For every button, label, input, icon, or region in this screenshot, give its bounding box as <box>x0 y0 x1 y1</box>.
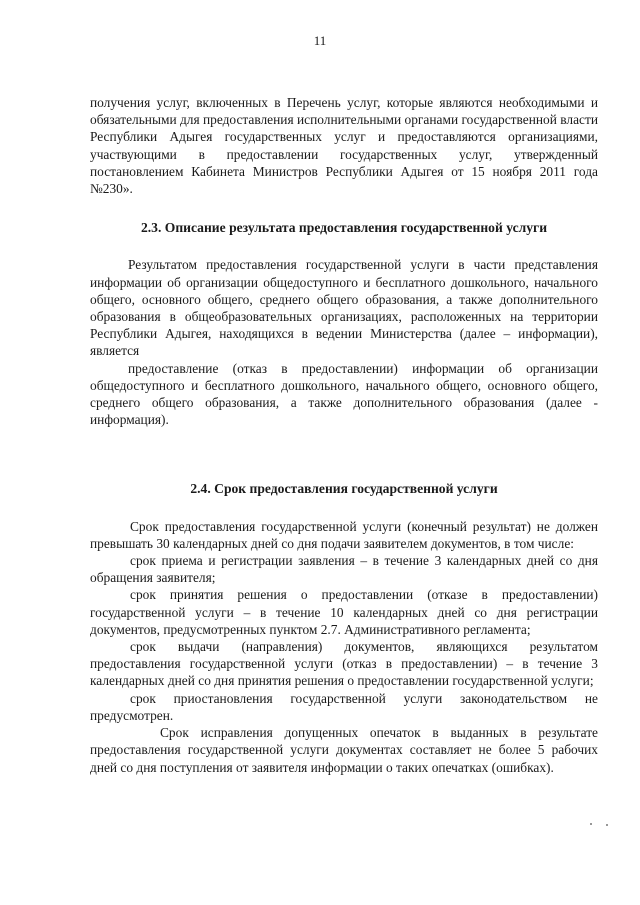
section-2-3-paragraph-1: Результатом предоставления государственной услуги в части представления информации об организации общедоступного и бесплатного дошкольного, начального общего, основного общего, среднего общего образования, а также дополнительного образования в общеобразовательных организациях, расположенных на территории Республики Адыгея, находящихся в ведении Министерства (далее – информации), является <box>90 257 598 359</box>
scan-speck <box>590 823 592 825</box>
section-2-4-paragraph-2: срок приема и регистрации заявления – в течение 3 календарных дней со дня обращения заявителя; <box>90 553 598 586</box>
section-2-4-paragraph-6: Срок исправления допущенных опечаток в выданных в результате предоставления государственной услуги документах составляет не более 5 рабочих дней со дня поступления от заявителя информации о таких опечатках (ошибках). <box>90 725 598 775</box>
section-2-3-heading: 2.3. Описание результата предоставления государственной услуги <box>140 220 548 236</box>
section-2-4-paragraph-4: срок выдачи (направления) документов, являющихся результатом предоставления государственной услуги (отказ в предоставлении) – в течение 3 календарных дней со дня принятия решения о предоставлении государственной услуги; <box>90 639 598 689</box>
section-2-4-paragraph-5: срок приостановления государственной услуги законодательством не предусмотрен. <box>90 690 598 723</box>
continuation-paragraph: получения услуг, включенных в Перечень услуг, которые являются необходимыми и обязательными для предоставления исполнительными органами государственной власти Республики Адыгея государственных услуг и предоставляются организациями, участвующими в предоставлении государственных услуг, утвержденный постановлением Кабинета Министров Республики Адыгея от 15 ноября 2011 года №230». <box>90 95 598 197</box>
section-2-4-paragraph-3: срок принятия решения о предоставлении (отказе в предоставлении) государственной услуги – в течение 10 календарных дней со дня регистрации документов, предусмотренных пунктом 2.7. Административного регламента; <box>90 587 598 637</box>
scan-speck <box>606 824 608 826</box>
section-2-3-paragraph-2: предоставление (отказ в предоставлении) информации об организации общедоступного и бесплатного дошкольного, начального общего, основного общего, среднего общего образования, а также дополнительного образования (далее - информация). <box>90 360 598 428</box>
page-number: 11 <box>313 33 327 48</box>
section-2-4-heading: 2.4. Срок предоставления государственной услуги <box>190 481 498 497</box>
document-body <box>90 94 598 776</box>
section-2-4-paragraph-1: Срок предоставления государственной услуги (конечный результат) не должен превышать 30 календарных дней со дня подачи заявителем документов, в том числе: <box>90 518 598 551</box>
